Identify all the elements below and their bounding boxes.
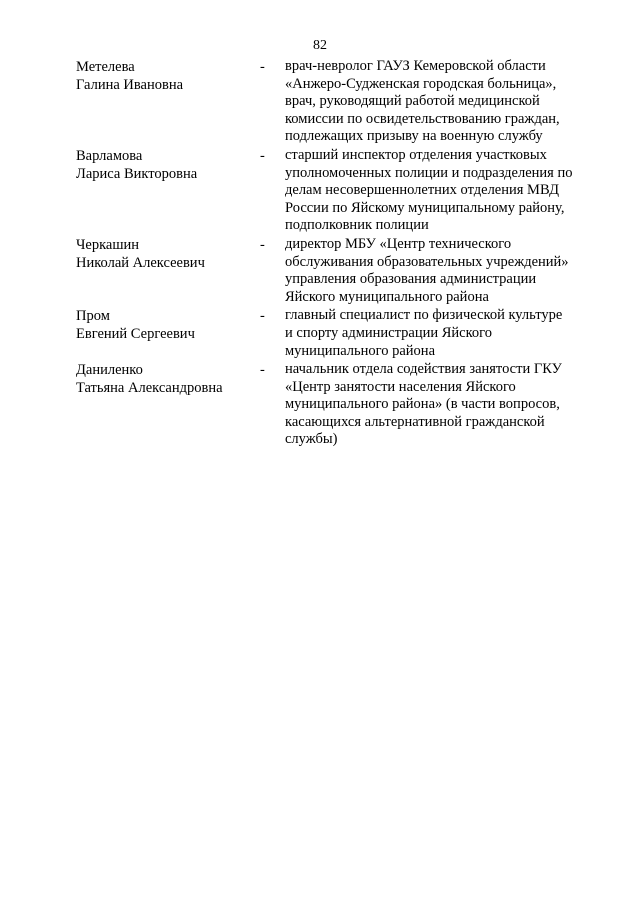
list-item bbox=[76, 147, 596, 235]
member-surname: Метелева bbox=[76, 59, 135, 75]
member-given-names: Евгений Сергеевич bbox=[76, 326, 195, 343]
position-line: «Центр занятости населения Яйского bbox=[285, 378, 516, 395]
position-line: уполномоченных полиции и подразделения по bbox=[285, 164, 573, 181]
position-line: врач-невролог ГАУЗ Кемеровской области bbox=[285, 58, 546, 74]
page-number: 82 bbox=[313, 38, 327, 53]
list-item bbox=[76, 307, 596, 360]
member-surname: Даниленко bbox=[76, 362, 143, 379]
separator-dash: - bbox=[260, 362, 265, 379]
member-name bbox=[76, 236, 251, 272]
member-given-names: Татьяна Александровна bbox=[76, 380, 223, 397]
position-line: подполковник полиции bbox=[285, 217, 429, 234]
list-item bbox=[76, 236, 596, 306]
member-position bbox=[285, 361, 590, 449]
position-line: касающихся альтернативной гражданской bbox=[285, 413, 545, 430]
member-position bbox=[285, 236, 590, 306]
separator-dash: - bbox=[260, 59, 265, 75]
position-line: России по Яйскому муниципальному району, bbox=[285, 199, 565, 216]
position-line: Яйского муниципального района bbox=[285, 288, 489, 305]
position-line: «Анжеро-Судженская городская больница», bbox=[285, 75, 557, 92]
position-line: директор МБУ «Центр технического bbox=[285, 235, 512, 252]
member-given-names: Николай Алексеевич bbox=[76, 254, 205, 271]
member-position bbox=[285, 58, 590, 146]
member-given-names: Лариса Викторовна bbox=[76, 165, 198, 182]
position-line: начальник отдела содействия занятости ГКУ bbox=[285, 361, 562, 378]
member-name bbox=[76, 58, 251, 94]
member-surname: Варламова bbox=[76, 147, 143, 164]
position-line: врач, руководящий работой медицинской bbox=[285, 93, 540, 110]
position-line: комиссии по освидетельствованию граждан, bbox=[285, 110, 560, 127]
separator-dash: - bbox=[260, 308, 265, 325]
member-position bbox=[285, 307, 590, 360]
position-line: муниципального района bbox=[285, 342, 435, 359]
member-name bbox=[76, 147, 251, 183]
list-item bbox=[76, 361, 596, 449]
position-line: старший инспектор отделения участковых bbox=[285, 146, 547, 163]
member-position bbox=[285, 147, 590, 235]
position-line: управления образования администрации bbox=[285, 271, 537, 288]
member-name bbox=[76, 307, 251, 343]
separator-dash: - bbox=[260, 236, 265, 253]
list-item bbox=[76, 58, 596, 146]
member-name bbox=[76, 361, 251, 397]
member-surname: Пром bbox=[76, 308, 110, 325]
position-line: делам несовершеннолетних отделения МВД bbox=[285, 182, 559, 199]
position-line: и спорту администрации Яйского bbox=[285, 324, 492, 341]
position-line: муниципального района» (в части вопросов, bbox=[285, 396, 560, 413]
separator-dash: - bbox=[260, 147, 265, 164]
member-given-names: Галина Ивановна bbox=[76, 77, 184, 93]
position-line: службы) bbox=[285, 431, 338, 448]
position-line: обслуживания образовательных учреждений» bbox=[285, 253, 569, 270]
position-line: главный специалист по физической культуре bbox=[285, 307, 563, 324]
member-list bbox=[76, 58, 596, 449]
position-line: подлежащих призыву на военную службу bbox=[285, 128, 543, 145]
member-surname: Черкашин bbox=[76, 236, 140, 253]
